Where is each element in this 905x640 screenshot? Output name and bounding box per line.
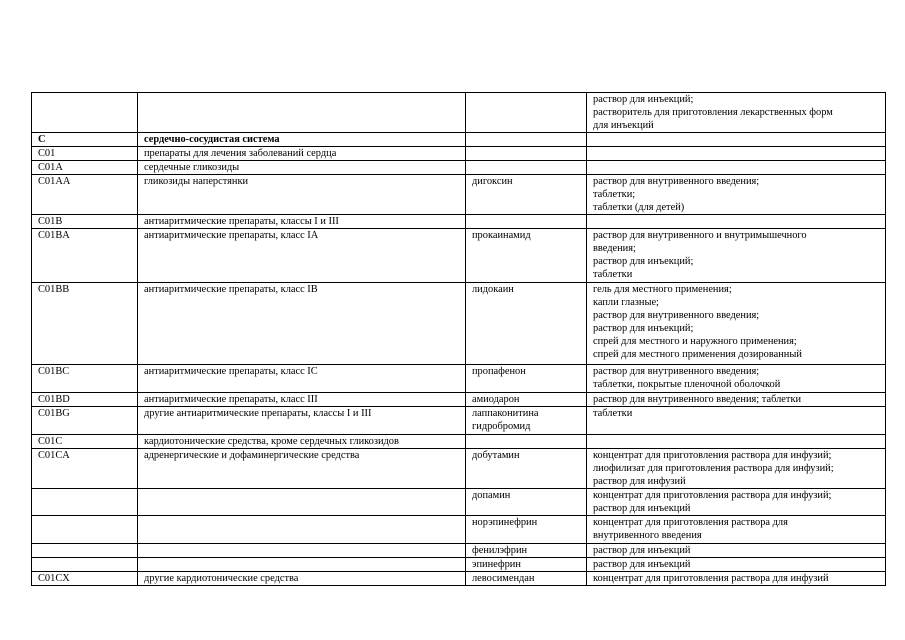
dosage-forms-cell (587, 544, 886, 558)
drug-name-cell: левосимендан (466, 572, 587, 586)
dosage-form-line: спрей для местного и наружного применения; (593, 336, 797, 347)
dosage-forms-cell (587, 449, 886, 489)
atc-code-cell: C01CA (32, 449, 138, 489)
table-row (32, 489, 886, 516)
dosage-forms-cell (587, 93, 886, 133)
anatomical-group-cell (138, 489, 466, 516)
atc-code-cell (32, 516, 138, 544)
table-row (32, 133, 886, 147)
dosage-forms-cell (587, 283, 886, 365)
dosage-form-line: раствор для инфузий (593, 476, 686, 487)
anatomical-group-cell: сердечные гликозиды (138, 161, 466, 175)
dosage-form-line: раствор для внутривенного введения; (593, 176, 760, 187)
dosage-forms-cell (587, 147, 886, 161)
dosage-form-line: концентрат для приготовления раствора для (593, 517, 788, 528)
drug-name-cell (466, 161, 587, 175)
dosage-form-line: раствор для внутривенного введения; (593, 310, 760, 321)
dosage-forms-cell (587, 516, 886, 544)
drug-name-cell: фенилэфрин (466, 544, 587, 558)
atc-code-cell: C01A (32, 161, 138, 175)
anatomical-group-cell: другие антиаритмические препараты, классы I и III (138, 407, 466, 435)
anatomical-group-cell: антиаритмические препараты, класс IC (138, 365, 466, 393)
table-row (32, 558, 886, 572)
drug-name-cell: норэпинефрин (466, 516, 587, 544)
table-row (32, 572, 886, 586)
anatomical-group-cell: препараты для лечения заболеваний сердца (138, 147, 466, 161)
anatomical-group-cell: другие кардиотонические средства (138, 572, 466, 586)
dosage-forms-cell (587, 489, 886, 516)
anatomical-group-cell (138, 516, 466, 544)
drug-name-cell: допамин (466, 489, 587, 516)
atc-code-cell (32, 489, 138, 516)
anatomical-group-cell: сердечно-сосудистая система (138, 133, 466, 147)
dosage-forms-cell (587, 407, 886, 435)
dosage-form-line: таблетки (593, 408, 633, 419)
drug-name-cell (466, 435, 587, 449)
dosage-form-line: таблетки (593, 269, 633, 280)
dosage-form-line: концентрат для приготовления раствора для инфузий; (593, 450, 832, 461)
dosage-form-line: раствор для внутривенного и внутримышечного (593, 230, 807, 241)
table-row (32, 449, 886, 489)
drug-name-cell: дигоксин (466, 175, 587, 215)
atc-code-cell: C (32, 133, 138, 147)
table-row (32, 393, 886, 407)
drug-name-cell (466, 133, 587, 147)
table-row (32, 544, 886, 558)
drug-name-cell: добутамин (466, 449, 587, 489)
table-row (32, 365, 886, 393)
anatomical-group-cell: кардиотонические средства, кроме сердечных гликозидов (138, 435, 466, 449)
dosage-form-line: концентрат для приготовления раствора для инфузий; (593, 490, 832, 501)
drug-name-cell: прокаинамид (466, 229, 587, 283)
anatomical-group-cell: адренергические и дофаминергические средства (138, 449, 466, 489)
table-row (32, 147, 886, 161)
atc-code-cell: C01BA (32, 229, 138, 283)
dosage-forms-cell (587, 215, 886, 229)
dosage-form-line: раствор для инъекций (593, 503, 691, 514)
drug-name-cell: пропафенон (466, 365, 587, 393)
table-row (32, 283, 886, 365)
atc-code-cell: C01 (32, 147, 138, 161)
table-row (32, 516, 886, 544)
dosage-forms-cell (587, 393, 886, 407)
dosage-form-line: концентрат для приготовления раствора для инфузий (593, 573, 829, 584)
atc-code-cell (32, 544, 138, 558)
atc-code-cell: C01CX (32, 572, 138, 586)
table-row (32, 215, 886, 229)
anatomical-group-cell: гликозиды наперстянки (138, 175, 466, 215)
anatomical-group-cell: антиаритмические препараты, классы I и III (138, 215, 466, 229)
table-row (32, 407, 886, 435)
drug-name-cell (466, 147, 587, 161)
dosage-form-line: раствор для инъекций; (593, 323, 694, 334)
dosage-form-line: гель для местного применения; (593, 284, 732, 295)
anatomical-group-cell: антиаритмические препараты, класс IB (138, 283, 466, 365)
drug-classification-table (31, 92, 886, 586)
dosage-form-line: раствор для инъекций (593, 545, 691, 556)
drug-name-cell: лаппаконитина гидробромид (466, 407, 587, 435)
dosage-form-line: таблетки (для детей) (593, 202, 685, 213)
dosage-form-line: раствор для инъекций (593, 559, 691, 570)
atc-code-cell: C01BG (32, 407, 138, 435)
dosage-forms-cell (587, 365, 886, 393)
anatomical-group-cell (138, 558, 466, 572)
dosage-form-line: раствор для инъекций; (593, 256, 694, 267)
dosage-form-line: растворитель для приготовления лекарственных форм (593, 107, 833, 118)
drug-name-cell: амиодарон (466, 393, 587, 407)
dosage-forms-cell (587, 229, 886, 283)
drug-name-cell: эпинефрин (466, 558, 587, 572)
dosage-form-line: внутривенного введения (593, 530, 702, 541)
atc-code-cell: C01C (32, 435, 138, 449)
table-row (32, 175, 886, 215)
dosage-form-line: раствор для внутривенного введения; таблетки (593, 394, 802, 405)
drug-name-cell (466, 215, 587, 229)
dosage-form-line: введения; (593, 243, 636, 254)
drug-name-cell: лидокаин (466, 283, 587, 365)
atc-code-cell: C01BB (32, 283, 138, 365)
atc-code-cell (32, 558, 138, 572)
dosage-form-line: спрей для местного применения дозированный (593, 349, 802, 360)
dosage-forms-cell (587, 161, 886, 175)
dosage-form-line: раствор для внутривенного введения; (593, 366, 760, 377)
dosage-forms-cell (587, 435, 886, 449)
table-row (32, 435, 886, 449)
dosage-form-line: таблетки; (593, 189, 636, 200)
anatomical-group-cell (138, 544, 466, 558)
dosage-form-line: капли глазные; (593, 297, 659, 308)
atc-code-cell: C01BD (32, 393, 138, 407)
dosage-form-line: раствор для инъекций; (593, 94, 694, 105)
dosage-forms-cell (587, 175, 886, 215)
table-row (32, 161, 886, 175)
atc-code-cell: C01AA (32, 175, 138, 215)
atc-code-cell: C01BC (32, 365, 138, 393)
dosage-form-line: лиофилизат для приготовления раствора для инфузий; (593, 463, 834, 474)
dosage-forms-cell (587, 572, 886, 586)
dosage-form-line: таблетки, покрытые пленочной оболочкой (593, 379, 781, 390)
anatomical-group-cell (138, 93, 466, 133)
dosage-forms-cell (587, 133, 886, 147)
table-row (32, 229, 886, 283)
atc-code-cell: C01B (32, 215, 138, 229)
drug-name-cell (466, 93, 587, 133)
anatomical-group-cell: антиаритмические препараты, класс IA (138, 229, 466, 283)
table-row (32, 93, 886, 133)
atc-code-cell (32, 93, 138, 133)
anatomical-group-cell: антиаритмические препараты, класс III (138, 393, 466, 407)
dosage-forms-cell (587, 558, 886, 572)
table-body (32, 93, 886, 586)
dosage-form-line: для инъекций (593, 120, 654, 131)
